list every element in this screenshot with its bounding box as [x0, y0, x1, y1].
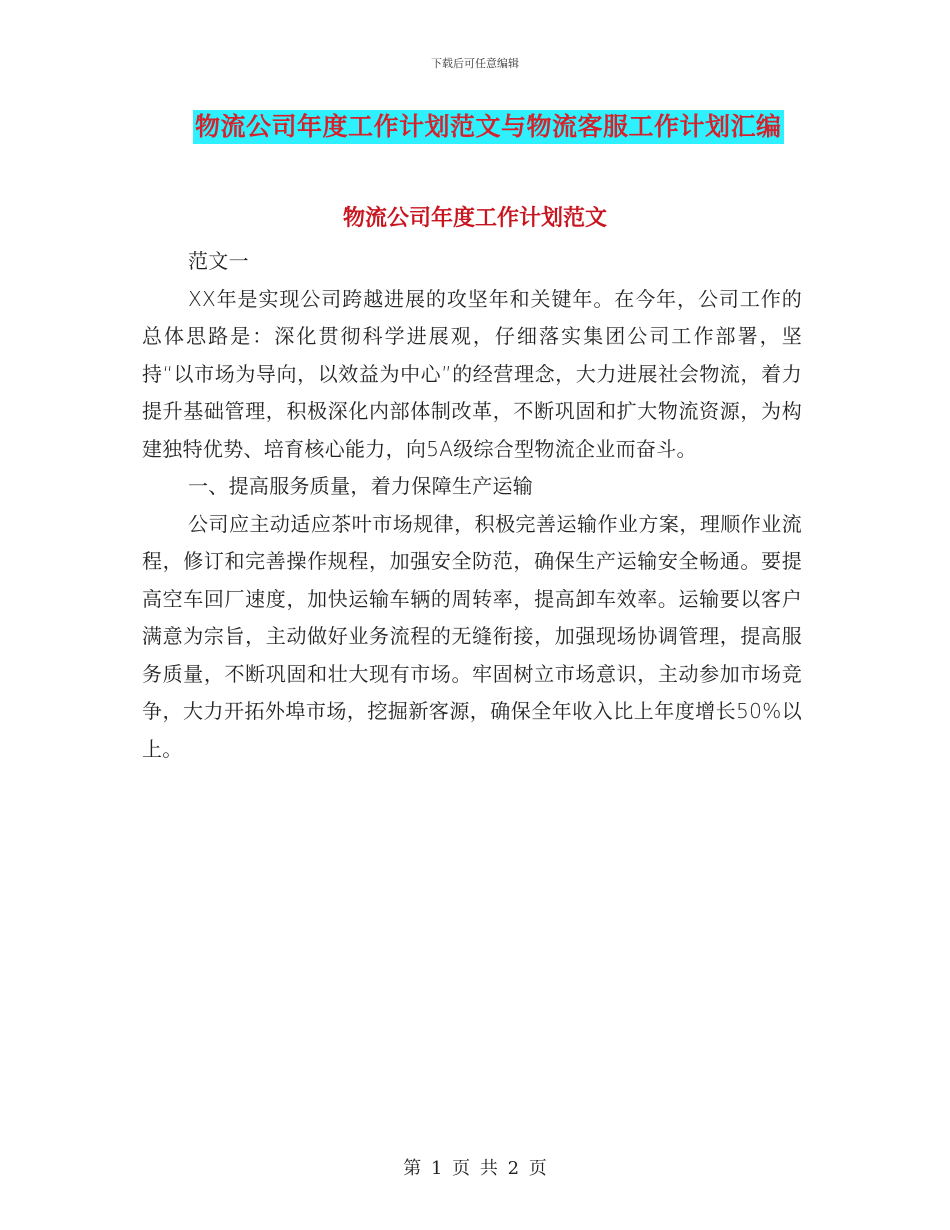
paragraph-sample-label: 范文一 — [188, 249, 249, 273]
paragraph-heading-one: 一、提高服务质量，着力保障生产运输 — [188, 474, 534, 498]
header-note: 下载后可任意编辑 — [431, 57, 519, 70]
page-number-footer: 第 1 页 共 2 页 — [403, 1158, 547, 1179]
paragraph-service-quality: 公司应主动适应茶叶市场规律，积极完善运输作业方案，理顺作业流程，修订和完善操作规程，加强安全防范，确保生产运输安全畅通。要提高空车回厂速度，加快运输车辆的周转率，提高卸车效率。运输要以客户满意为宗旨，主动做好业务流程的无缝衔接，加强现场协调管理，提高服务质量，不断巩固和壮大现有市场。牢固树立市场意识，主动参加市场竞争，大力开拓外埠市场，挖掘新客源，确保全年收入比上年度增长50%以上。 — [142, 511, 802, 761]
document-body — [142, 243, 802, 768]
document-title: 物流公司年度工作计划范文与物流客服工作计划汇编 — [193, 110, 784, 144]
section-title: 物流公司年度工作计划范文 — [342, 205, 607, 231]
paragraph-intro: XX年是实现公司跨越进展的攻坚年和关键年。在今年，公司工作的总体思路是：深化贯彻科学进展观，仔细落实集团公司工作部署，坚持“以市场为导向，以效益为中心”的经营理念，大力进展社会物流，着力提升基础管理，积极深化内部体制改革，不断巩固和扩大物流资源，为构建独特优势、培育核心能力，向5A级综合型物流企业而奋斗。 — [142, 286, 802, 461]
